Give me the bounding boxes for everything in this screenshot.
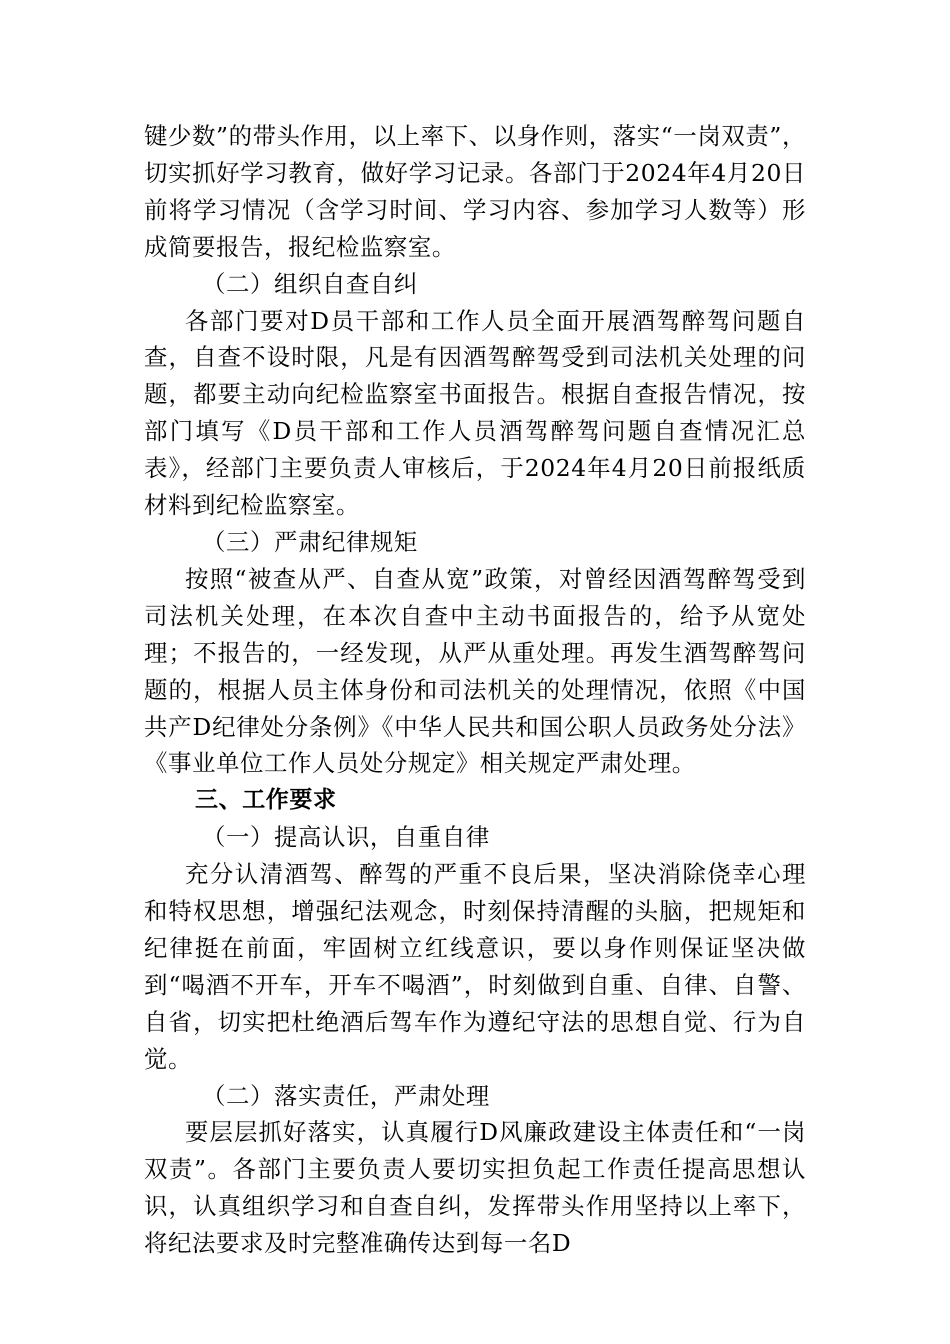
heading-self-inspection: （二）组织自查自纠 (202, 269, 418, 298)
paragraph-responsibility: 要层层抓好落实，认真履行D风廉政建设主体责任和“一岗双责”。各部门主要负责人要切实担负起工作责任提高思想认识，认真组织学习和自查自纠，发挥带头作用坚持以上率下，将纪法要求及时完整准确传达到每一名D (144, 1118, 806, 1258)
heading-work-requirements: 三、工作要求 (195, 787, 337, 814)
paragraph-discipline: 按照“被查从严、自查从宽”政策，对曾经因酒驾醉驾受到司法机关处理，在本次自查中主动书面报告的，给予从宽处理；不报告的，一经发现，从严从重处理。再发生酒驾醉驾问题的，根据人员主体身份和司法机关的处理情况，依照《中国共产D纪律处分条例》《中华人民共和国公职人员政务处分法》《事业单位工作人员处分规定》相关规定严肃处理。 (144, 564, 806, 778)
paragraph-study-report: 键少数”的带头作用，以上率下、以身作则，落实“一岗双责”，切实抓好学习教育，做好学习记录。各部门于2024年4月20日前将学习情况（含学习时间、学习内容、参加学习人数等）形成简要报告，报纪检监察室。 (144, 122, 806, 261)
heading-responsibility: （二）落实责任，严肃处理 (202, 1081, 490, 1110)
heading-awareness: （一）提高认识，自重自律 (202, 823, 490, 852)
heading-discipline: （三）严肃纪律规矩 (202, 527, 418, 556)
document-page (144, 118, 806, 1262)
paragraph-awareness: 充分认清酒驾、醉驾的严重不良后果，坚决消除侥幸心理和特权思想，增强纪法观念，时刻保持清醒的头脑，把规矩和纪律挺在前面，牢固树立红线意识，要以身作则保证坚决做到“喝酒不开车，开车不喝酒”，时刻做到自重、自律、自警、自省，切实把杜绝酒后驾车作为遵纪守法的思想自觉、行为自觉。 (144, 860, 806, 1073)
paragraph-self-inspection: 各部门要对D员干部和工作人员全面开展酒驾醉驾问题自查，自查不设时限，凡是有因酒驾醉驾受到司法机关处理的问题，都要主动向纪检监察室书面报告。根据自查报告情况，按部门填写《D员干部和工作人员酒驾醉驾问题自查情况汇总表》，经部门主要负责人审核后，于2024年4月20日前报纸质材料到纪检监察室。 (144, 306, 806, 520)
